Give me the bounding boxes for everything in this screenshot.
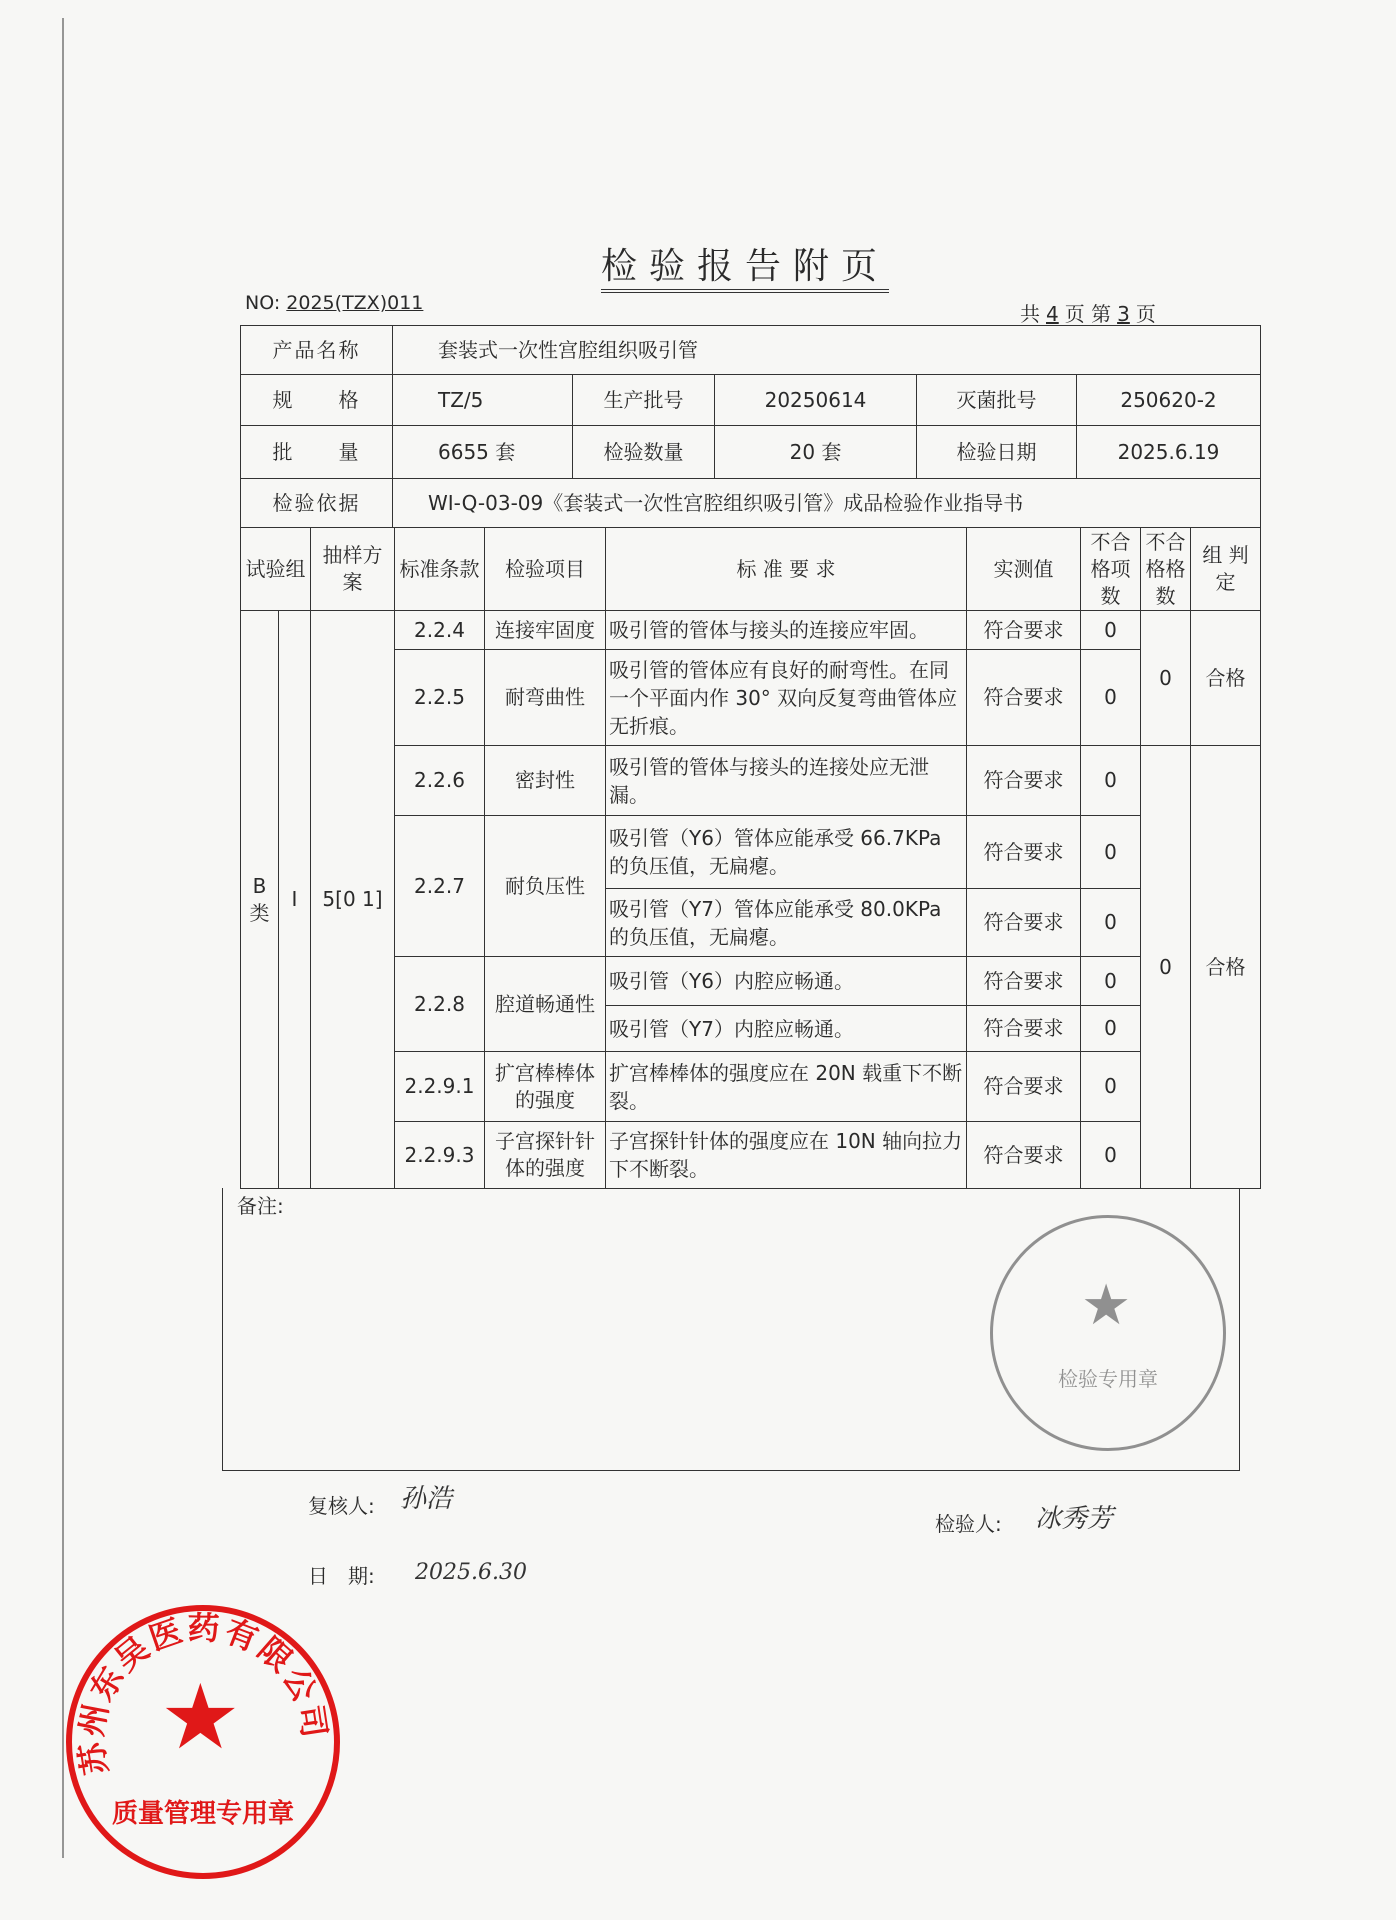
result: 符合要求: [967, 1006, 1081, 1052]
result: 符合要求: [967, 1122, 1081, 1189]
requirement: 吸引管（Y6）管体应能承受 66.7KPa 的负压值，无扁瘪。: [606, 816, 967, 889]
basis-value: WI-Q-03-09《套装式一次性宫腔组织吸引管》成品检验作业指导书: [393, 479, 1261, 528]
requirement: 吸引管的管体与接头的连接处应无泄漏。: [606, 746, 967, 816]
requirement: 扩宫棒棒体的强度应在 20N 载重下不断裂。: [606, 1052, 967, 1122]
steril-batch-label: 灭菌批号: [917, 375, 1077, 426]
result: 符合要求: [967, 650, 1081, 746]
fail-items: 0: [1081, 1052, 1141, 1122]
inspector-label: 检验人:: [935, 1512, 1002, 1536]
item: 连接牢固度: [485, 611, 606, 650]
pages-mid: 页 第: [1064, 302, 1112, 326]
item: 腔道畅通性: [485, 957, 606, 1052]
date-label: 日 期:: [308, 1564, 375, 1588]
clause: 2.2.5: [395, 650, 485, 746]
svg-text:苏州东吴医药有限公司: 苏州东吴医药有限公司: [72, 1611, 334, 1778]
group-verdict: 合格: [1191, 611, 1261, 746]
group-level: I: [279, 611, 311, 1189]
date-value: 2025.6.30: [415, 1560, 527, 1585]
item: 子宫探针针体的强度: [485, 1122, 606, 1189]
clause: 2.2.9.3: [395, 1122, 485, 1189]
header-sampling-plan: 抽样方案: [311, 528, 395, 611]
clause: 2.2.4: [395, 611, 485, 650]
item: 耐负压性: [485, 816, 606, 957]
table-row: [241, 611, 1261, 650]
header-fail-items: 不合格项 数: [1081, 528, 1141, 611]
spec-label: 规 格: [241, 375, 393, 426]
company-seal: [66, 1605, 340, 1879]
report-number: [245, 292, 423, 314]
prod-batch-label: 生产批号: [573, 375, 715, 426]
result: 符合要求: [967, 957, 1081, 1006]
page-title: 检验报告附页: [0, 238, 1396, 289]
prod-batch-value: 20250614: [715, 375, 917, 426]
requirement: 吸引管（Y7）管体应能承受 80.0KPa 的负压值，无扁瘪。: [606, 889, 967, 957]
basis-label: 检验依据: [241, 479, 393, 528]
header-fail-count: 不合格格数: [1141, 528, 1191, 611]
group-class: B类: [241, 611, 279, 1189]
clause: 2.2.7: [395, 816, 485, 957]
header-row: [241, 528, 1261, 611]
requirement: 吸引管（Y6）内腔应畅通。: [606, 957, 967, 1006]
star-icon: ★: [160, 1665, 241, 1770]
report-number-value: 2025(TZX)011: [286, 292, 424, 314]
header-clause: 标准条款: [395, 528, 485, 611]
header-test-group: 试验组: [241, 528, 311, 611]
fail-items: 0: [1081, 816, 1141, 889]
company-seal-bottom-text: 质量管理专用章: [111, 1799, 294, 1829]
lot-size-label: 批 量: [241, 426, 393, 479]
clause: 2.2.9.1: [395, 1052, 485, 1122]
header-requirement: 标 准 要 求: [606, 528, 967, 611]
fail-items: 0: [1081, 650, 1141, 746]
page-edge: [62, 18, 64, 1858]
reviewer-signature: 孙浩: [400, 1484, 453, 1514]
inspection-table: [240, 527, 1261, 1189]
fail-items: 0: [1081, 1006, 1141, 1052]
result: 符合要求: [967, 611, 1081, 650]
result: 符合要求: [967, 1052, 1081, 1122]
requirement: 子宫探针针体的强度应在 10N 轴向拉力下不断裂。: [606, 1122, 967, 1189]
header-verdict: 组 判定: [1191, 528, 1261, 611]
steril-batch-value: 250620-2: [1077, 375, 1261, 426]
pages-total: 4: [1046, 302, 1059, 326]
group-plan: 5[0 1]: [311, 611, 395, 1189]
reviewer-label: 复核人:: [308, 1494, 375, 1518]
page-count: [1020, 298, 1156, 327]
product-name-label: 产品名称: [241, 326, 393, 375]
inspection-seal: [990, 1215, 1226, 1451]
inspect-date-value: 2025.6.19: [1077, 426, 1261, 479]
requirement: 吸引管的管体与接头的连接应牢固。: [606, 611, 967, 650]
pages-suffix: 页: [1135, 302, 1156, 326]
item: 扩宫棒棒体的强度: [485, 1052, 606, 1122]
fail-items: 0: [1081, 889, 1141, 957]
inspector-signature: 冰秀芳: [1035, 1504, 1114, 1534]
lot-size-value: 6655 套: [393, 426, 573, 479]
report-number-label: NO:: [245, 292, 281, 314]
header-item: 检验项目: [485, 528, 606, 611]
group-fail-count: 0: [1141, 746, 1191, 1189]
result: 符合要求: [967, 889, 1081, 957]
inspect-qty-label: 检验数量: [573, 426, 715, 479]
fail-items: 0: [1081, 611, 1141, 650]
group-fail-count: 0: [1141, 611, 1191, 746]
group-verdict: 合格: [1191, 746, 1261, 1189]
fail-items: 0: [1081, 1122, 1141, 1189]
spec-value: TZ/5: [393, 375, 573, 426]
requirement: 吸引管（Y7）内腔应畅通。: [606, 1006, 967, 1052]
clause: 2.2.6: [395, 746, 485, 816]
inspection-seal-text: 检验专用章: [1058, 1367, 1158, 1391]
pages-prefix: 共: [1020, 302, 1040, 326]
product-info-table: [240, 325, 1261, 528]
pages-current: 3: [1117, 302, 1130, 326]
result: 符合要求: [967, 816, 1081, 889]
item: 密封性: [485, 746, 606, 816]
fail-items: 0: [1081, 746, 1141, 816]
remarks-label: 备注:: [237, 1194, 284, 1218]
star-icon: ★: [1081, 1273, 1132, 1338]
result: 符合要求: [967, 746, 1081, 816]
fail-items: 0: [1081, 957, 1141, 1006]
inspect-qty-value: 20 套: [715, 426, 917, 479]
requirement: 吸引管的管体应有良好的耐弯性。在同一个平面内作 30° 双向反复弯曲管体应无折痕。: [606, 650, 967, 746]
clause: 2.2.8: [395, 957, 485, 1052]
header-result: 实测值: [967, 528, 1081, 611]
product-name: 套装式一次性宫腔组织吸引管: [393, 326, 1261, 375]
item: 耐弯曲性: [485, 650, 606, 746]
inspect-date-label: 检验日期: [917, 426, 1077, 479]
